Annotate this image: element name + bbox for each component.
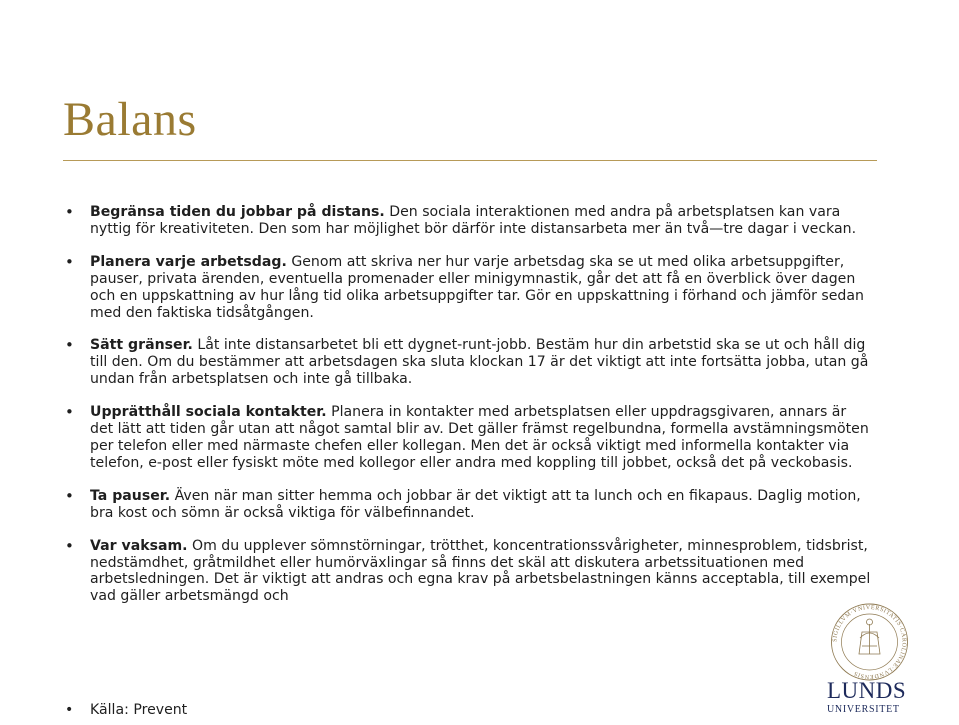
bullet-heading: Begränsa tiden du jobbar på distans. bbox=[90, 204, 385, 220]
bullet-heading: Upprätthåll sociala kontakter. bbox=[90, 404, 327, 421]
bullet-item bbox=[63, 538, 873, 606]
bullet-text: Planera in kontakter med arbetsplatsen eller uppdragsgivaren, annars är det lätt att tiden går utan att något samtal blir av. Det gäller främst regelbundna, formella avstämningsmöten per telefon eller med närmaste chefen eller kollegan. Men det är också viktigt med informella kontakter via telefon, e-post eller fysiskt möte med kollegor eller andra med koppling till jobbet, också det på veckobasis. bbox=[90, 404, 869, 471]
slide-title: Balans bbox=[63, 93, 197, 146]
university-seal-icon bbox=[832, 604, 908, 680]
bullet-text: Den sociala interaktionen med andra på arbetsplatsen kan vara nyttig för kreativiteten. Den som har möjlighet bör därför inte distansarbeta mer än två—tre dagar i veckan. bbox=[90, 204, 857, 237]
bullet-item bbox=[63, 337, 873, 388]
bullet-item bbox=[63, 254, 873, 322]
bullet-text: Genom att skriva ner hur varje arbetsdag ska se ut med olika arbetsuppgifter, pauser, privata ärenden, eventuella promenader eller minigymnastik, går det att få en överblick över dagen och en uppskattning av hur lång tid olika arbetsuppgifter tar. Gör en uppskattning i förhand och jämför sedan med den faktiska tidsåtgången. bbox=[90, 253, 864, 321]
bullet-text: Låt inte distansarbetet bli ett dygnet-runt-jobb. Bestäm hur din arbetstid ska se ut och håll dig till den. Om du bestämmer att arbetsdagen ska sluta klockan 17 är det viktigt att inte fortsätta jobba, utan gå undan från arbetsplatsen och inte gå tillbaka. bbox=[90, 337, 869, 388]
bullet-heading: Planera varje arbetsdag. bbox=[90, 253, 287, 270]
logo-word-universitet: UNIVERSITET bbox=[827, 704, 900, 715]
logo-word-lunds: LUNDS bbox=[827, 678, 907, 703]
bullet-text: Om du upplever sömnstörningar, trötthet, koncentrationssvårigheter, minnesproblem, tidsbrist, nedstämdhet, gråtmildhet eller humörväxlingar så finns det skäl att diskutera arbetssituationen med arbetsledningen. Det är viktigt att andras och egna krav på arbetsbelastningen känns acceptabla, till exempel vad gäller arbetsmängd och bbox=[90, 537, 871, 605]
bullet-text: Även när man sitter hemma och jobbar är det viktigt att ta lunch och en fikapaus. Daglig motion, bra kost och sömn är också viktiga för välbefinnandet. bbox=[90, 487, 861, 521]
bullet-list bbox=[63, 204, 873, 621]
bullet-heading: Ta pauser. bbox=[90, 487, 171, 504]
bullet-item bbox=[63, 404, 873, 472]
bullet-item bbox=[63, 488, 873, 522]
source-note: • Källa: Prevent bbox=[63, 702, 187, 719]
lunds-universitet-logo bbox=[822, 602, 917, 720]
seal-text: SIGILLVM·VNIVERSITATIS·CAROLINAE·LVNDENSIS bbox=[832, 604, 907, 680]
title-divider bbox=[63, 160, 877, 161]
bullet-item bbox=[63, 204, 873, 238]
bullet-heading: Sätt gränser. bbox=[90, 337, 193, 354]
bullet-heading: Var vaksam. bbox=[90, 537, 188, 554]
